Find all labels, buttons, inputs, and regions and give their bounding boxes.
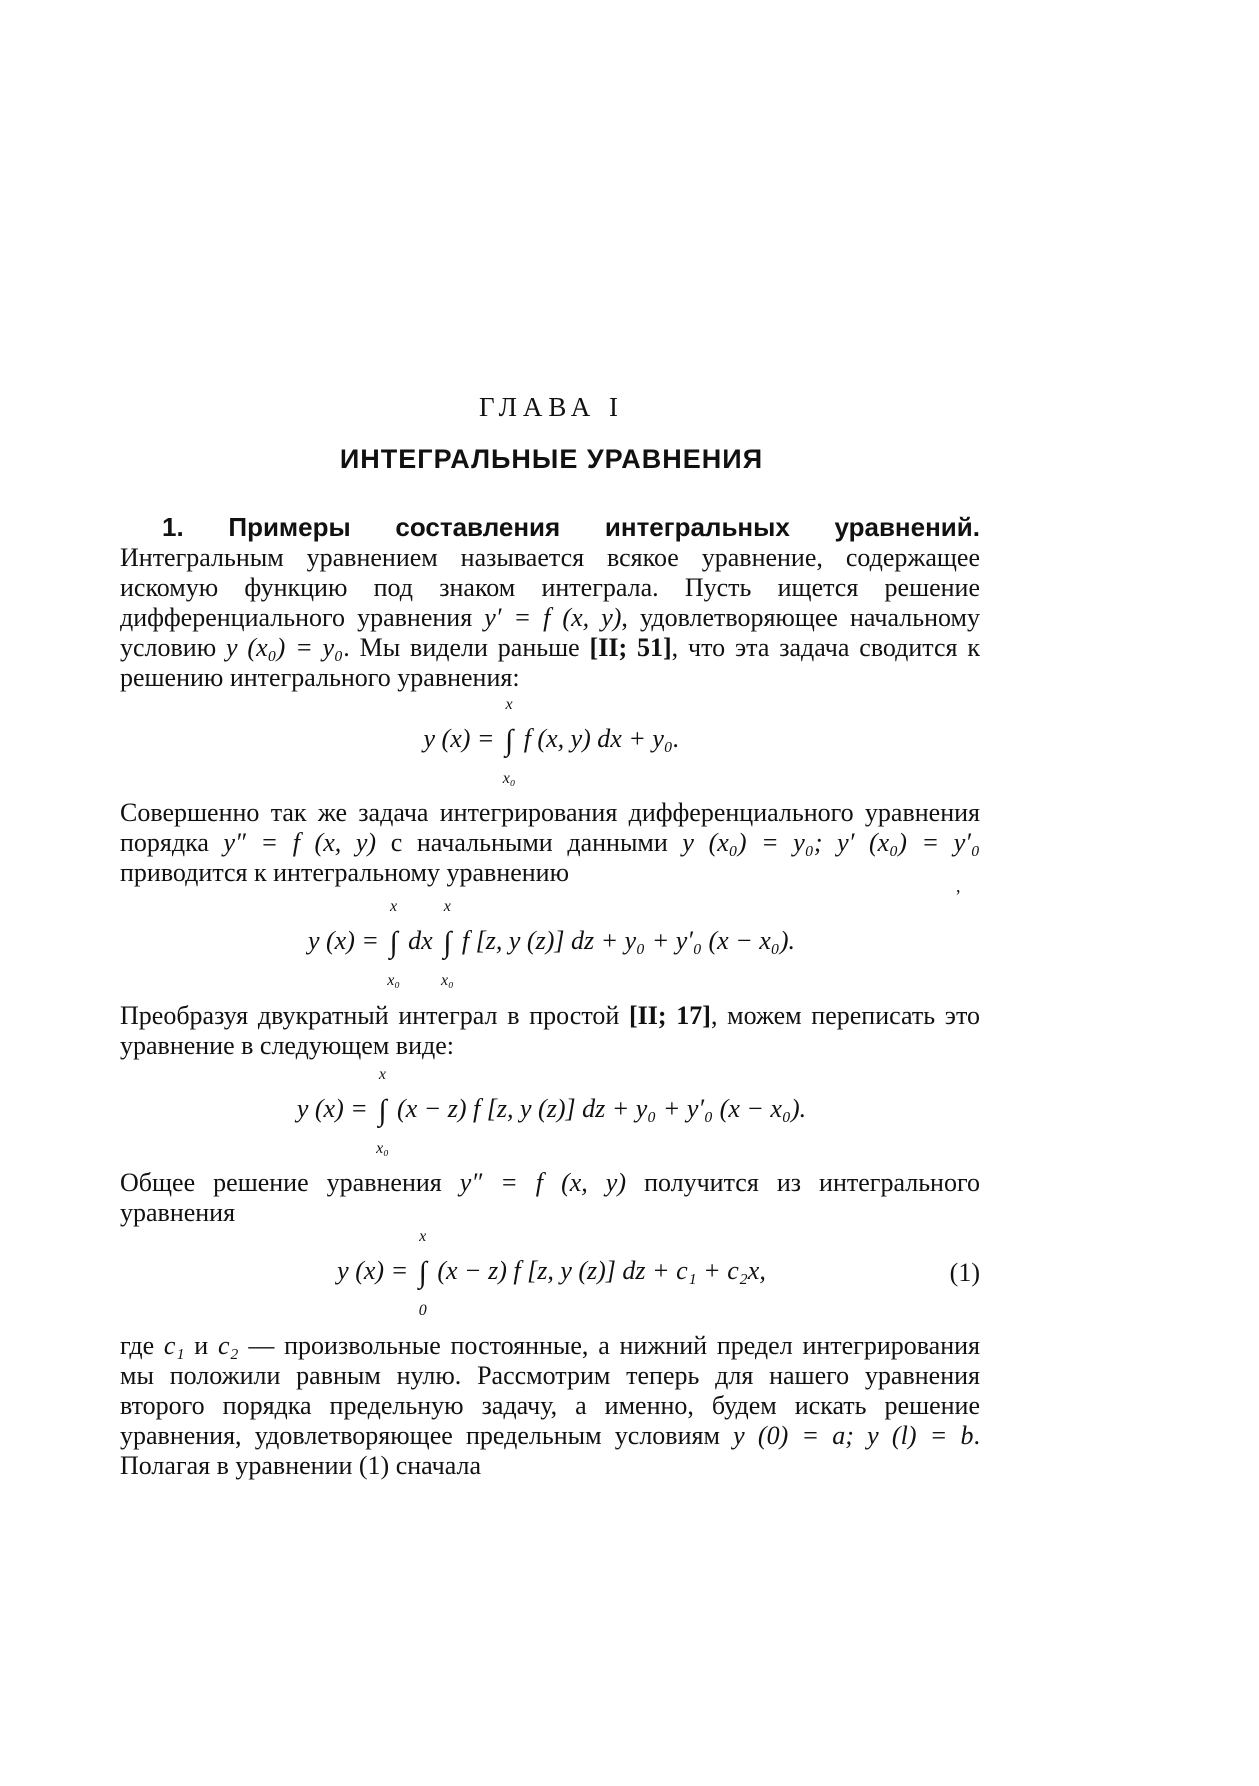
eq1-lhs: y (x) = xyxy=(423,724,501,753)
paragraph-transform xyxy=(120,1001,980,1061)
p5-math-1: c₁ xyxy=(163,1331,185,1360)
paragraph-second-order xyxy=(120,798,980,888)
p4-text-2: получится из интегрального уравнения xyxy=(120,1168,980,1227)
eq4-lower-limit: 0 xyxy=(418,1302,427,1320)
p5-text-1: где xyxy=(120,1331,164,1360)
eq3-lhs: y (x) = xyxy=(296,1094,375,1123)
eq2-middle: dx xyxy=(401,926,440,955)
p5-math-2: c₂ xyxy=(217,1331,239,1360)
equation-4 xyxy=(0,1228,1103,1320)
integral-sign: ∫ x x₀ xyxy=(502,696,516,788)
eq1-upper-limit: x xyxy=(505,696,513,714)
p1-math-1: y′ = f (x, y) xyxy=(484,603,622,632)
p3-text-2: , можем переписать это уравнение в следующем виде: xyxy=(120,1001,980,1060)
eq3-rhs: (x − z) f [z, y (z)] dz + y₀ + y′₀ (x − x₀). xyxy=(390,1094,807,1123)
paragraph-boundary-problem xyxy=(120,1331,980,1481)
integral-sign: ∫ x x₀ xyxy=(440,898,454,990)
p1-text-3: . Мы видели раньше xyxy=(343,633,590,662)
eq1-lower-limit: x₀ xyxy=(502,770,516,788)
p5-text-4: . Полагая в уравнении (1) сначала xyxy=(120,1421,980,1480)
eq2-upper-limit-2: x xyxy=(443,898,451,916)
p1-text-1: Интегральным уравнением называется всякое уравнение, содержащее искомую функцию под знаком интеграла. Пусть ищется решение дифференциального уравнения xyxy=(120,543,980,632)
integral-sign: ∫ x 0 xyxy=(418,1228,427,1320)
p2-math-2: y (x₀) = y₀; y′ (x₀) = y′₀ xyxy=(682,828,980,857)
eq3-upper-limit: x xyxy=(378,1066,386,1084)
paragraph-general-solution xyxy=(120,1168,980,1228)
p5-text-2: и xyxy=(184,1331,218,1360)
integral-sign: ∫ x x₀ xyxy=(387,898,400,990)
eq2-lhs: y (x) = xyxy=(307,926,386,955)
eq2-upper-limit-1: x xyxy=(389,898,398,916)
p5-text-3: — произвольные постоянные, а нижний предел интегрирования мы положили равным нулю. Рассмотрим теперь для нашего уравнения второго порядка предельную задачу, а именно, будем искать решение уравнения, удовлетворяющее предельным условиям xyxy=(120,1331,981,1450)
equation-2 xyxy=(0,898,1103,990)
p4-text-1: Общее решение уравнения xyxy=(120,1168,460,1197)
p3-reference: [II; 17] xyxy=(628,1001,711,1030)
eq2-lower-limit-2: x₀ xyxy=(440,972,454,990)
integral-sign: ∫ x x₀ xyxy=(376,1066,389,1158)
p1-reference: [II; 51] xyxy=(589,633,672,662)
p1-text-4: , что эта задача сводится к решению интегрального уравнения: xyxy=(120,633,980,692)
p2-text-3: приводится к интегральному уравнению xyxy=(120,858,570,887)
eq4-lhs: y (x) = xyxy=(337,1256,415,1285)
equation-1 xyxy=(0,696,1103,788)
p4-math-1: y″ = f (x, y) xyxy=(459,1168,627,1197)
p1-math-2: y (x₀) = y₀ xyxy=(226,633,344,662)
eq4-upper-limit: x xyxy=(419,1228,427,1246)
p2-math-1: y″ = f (x, y) xyxy=(223,828,377,857)
eq2-lower-limit-1: x₀ xyxy=(387,972,400,990)
stray-mark: , xyxy=(956,876,961,896)
p5-math-3: y (0) = a; y (l) = b xyxy=(733,1421,974,1450)
p3-text-1: Преобразуя двукратный интеграл в простой xyxy=(120,1001,629,1030)
equation-number: (1) xyxy=(949,1258,980,1287)
eq2-rhs: f [z, y (z)] dz + y₀ + y′₀ (x − x₀). xyxy=(455,926,796,955)
chapter-label: ГЛАВА I xyxy=(479,392,624,422)
p2-text-2: с начальными данными xyxy=(376,828,683,857)
chapter-title: ИНТЕГРАЛЬНЫЕ УРАВНЕНИЯ xyxy=(339,444,764,474)
eq4-rhs: (x − z) f [z, y (z)] dz + c₁ + c₂x, xyxy=(430,1256,766,1285)
paragraph-intro xyxy=(120,512,980,693)
p2-text-1: Совершенно так же задача интегрирования дифференциального уравнения порядка xyxy=(120,798,980,857)
p1-text-2: , удовлетворяющее начальному условию xyxy=(120,603,980,662)
eq3-lower-limit: x₀ xyxy=(376,1140,389,1158)
section-heading: 1. Примеры составления интегральных уравнений. xyxy=(162,512,980,542)
eq1-rhs: f (x, y) dx + y₀. xyxy=(517,724,680,753)
equation-3 xyxy=(0,1066,1103,1158)
